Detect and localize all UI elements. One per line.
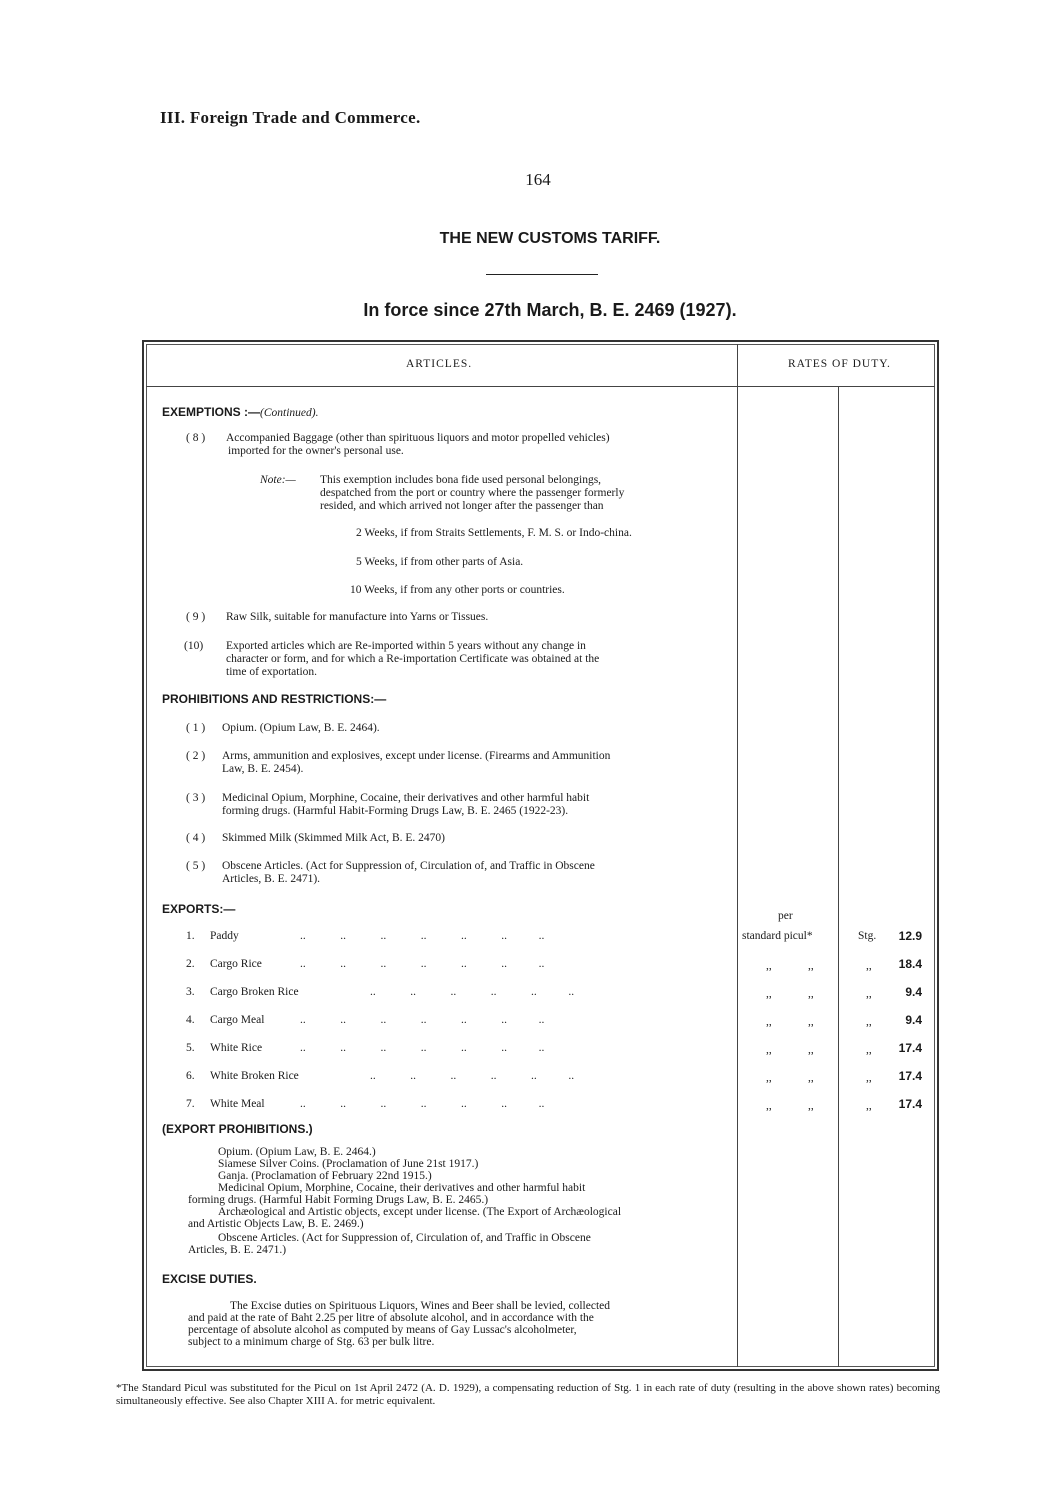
export-prohibition-line: Archæological and Artistic objects, except under license. (The Export of Archæological — [218, 1206, 622, 1218]
note-period: 5 Weeks, if from other parts of Asia. — [356, 556, 524, 568]
export-row-rate: 9.4 — [905, 985, 922, 999]
header-rule — [146, 386, 935, 387]
ditto-mark: ,, — [808, 1072, 814, 1084]
item-text: Exported articles which are Re-imported within 5 years without any change in — [226, 640, 586, 652]
ditto-mark: ,, — [766, 960, 772, 972]
ditto-mark: ,, — [808, 960, 814, 972]
export-row-name: White Meal — [210, 1098, 265, 1110]
rate-unit-header: per — [778, 910, 793, 922]
export-row-number: 3. — [186, 986, 195, 998]
item-text: Articles, B. E. 2471). — [222, 873, 321, 885]
column-divider-articles — [737, 344, 738, 1367]
ditto-mark: ,, — [766, 1100, 772, 1112]
item-text: time of exportation. — [226, 666, 318, 678]
export-row-number: 4. — [186, 1014, 195, 1026]
item-text: Accompanied Baggage (other than spirituous liquors and motor propelled vehicles) — [226, 432, 610, 444]
export-prohibition-line: Obscene Articles. (Act for Suppression of, Circulation of, and Traffic in Obscene — [218, 1232, 591, 1244]
export-row-name: Paddy — [210, 930, 239, 942]
item-text: forming drugs. (Harmful Habit-Forming Drugs Law, B. E. 2465 (1922-23). — [222, 805, 569, 817]
export-row-name: White Rice — [210, 1042, 263, 1054]
export-prohibition-line: Medicinal Opium, Morphine, Cocaine, their derivatives and other harmful habit — [218, 1182, 586, 1194]
export-prohibition-line: forming drugs. (Harmful Habit Forming Drugs Law, B. E. 2465.) — [188, 1194, 489, 1206]
footnote: *The Standard Picul was substituted for the Picul on 1st April 2472 (A. D. 1929), a compensating reduction of Stg. 1 in each rate of duty (resulting in the above shown rates) becoming simultaneously effective. See also Chapter XIII A. for metric equivalent. — [116, 1382, 940, 1407]
export-row-name: White Broken Rice — [210, 1070, 299, 1082]
ditto-mark: ,, — [808, 988, 814, 1000]
ditto-mark: ,, — [866, 1044, 872, 1056]
note-text: despatched from the port or country where the passenger formerly — [320, 487, 625, 499]
leader-dots: .. .. .. .. .. .. .. — [300, 1014, 545, 1026]
note-period: 10 Weeks, if from any other ports or countries. — [350, 584, 565, 596]
export-row-number: 1. — [186, 930, 195, 942]
excise-heading: EXCISE DUTIES. — [162, 1272, 257, 1286]
export-row-number: 5. — [186, 1042, 195, 1054]
title-rule — [486, 274, 598, 275]
exemptions-heading: EXEMPTIONS :—(Continued). — [162, 405, 319, 419]
ditto-mark: ,, — [808, 1100, 814, 1112]
export-row-number: 7. — [186, 1098, 195, 1110]
item-number: (10) — [184, 640, 204, 652]
column-divider-rates — [838, 386, 839, 1367]
export-row-rate: 17.4 — [898, 1069, 922, 1083]
item-text: Raw Silk, suitable for manufacture into Yarns or Tissues. — [226, 611, 489, 623]
excise-text: The Excise duties on Spirituous Liquors, Wines and Beer shall be levied, collected — [230, 1300, 611, 1312]
prohibitions-heading: PROHIBITIONS AND RESTRICTIONS:— — [162, 692, 387, 706]
item-number: ( 3 ) — [186, 792, 206, 804]
item-number: ( 2 ) — [186, 750, 206, 762]
note-text: This exemption includes bona fide used personal belongings, — [320, 474, 602, 486]
ditto-mark: ,, — [866, 960, 872, 972]
item-number: ( 8 ) — [186, 432, 206, 444]
leader-dots: .. .. .. .. .. .. .. — [300, 1098, 545, 1110]
excise-text: percentage of absolute alcohol as computed by means of Gay Lussac's alcoholmeter, — [188, 1324, 577, 1336]
item-number: ( 1 ) — [186, 722, 206, 734]
item-text: character or form, and for which a Re-importation Certificate was obtained at the — [226, 653, 600, 665]
export-row-name: Cargo Broken Rice — [210, 986, 299, 998]
excise-text: and paid at the rate of Baht 2.25 per litre of absolute alcohol, and in accordance with the — [188, 1312, 594, 1324]
leader-dots: .. .. .. .. .. .. — [370, 1070, 575, 1082]
item-text: Arms, ammunition and explosives, except under license. (Firearms and Ammunition — [222, 750, 611, 762]
export-prohibition-line: Articles, B. E. 2471.) — [188, 1244, 287, 1256]
exports-heading: EXPORTS:— — [162, 902, 236, 916]
ditto-mark: ,, — [866, 1016, 872, 1028]
export-row-rate: 12.9 — [898, 929, 922, 943]
section-heading: III. Foreign Trade and Commerce. — [160, 108, 421, 127]
export-row-rate: 17.4 — [898, 1097, 922, 1111]
item-text: Opium. (Opium Law, B. E. 2464). — [222, 722, 380, 734]
export-row-name: Cargo Rice — [210, 958, 262, 970]
leader-dots: .. .. .. .. .. .. .. — [300, 1042, 545, 1054]
ditto-mark: ,, — [766, 988, 772, 1000]
currency-label: Stg. — [858, 930, 877, 942]
ditto-mark: ,, — [866, 1100, 872, 1112]
item-text: imported for the owner's personal use. — [228, 445, 404, 457]
export-row-rate: 9.4 — [905, 1013, 922, 1027]
export-row-rate: 18.4 — [898, 957, 922, 971]
ditto-mark: ,, — [766, 1044, 772, 1056]
note-period: 2 Weeks, if from Straits Settlements, F. M. S. or Indo-china. — [356, 527, 632, 539]
item-text: Medicinal Opium, Morphine, Cocaine, their derivatives and other harmful habit — [222, 792, 590, 804]
item-number: ( 4 ) — [186, 832, 206, 844]
export-prohibition-line: Siamese Silver Coins. (Proclamation of June 21st 1917.) — [218, 1158, 479, 1170]
note-label: Note:— — [260, 474, 296, 486]
note-text: resided, and which arrived not longer after the passenger than — [320, 500, 604, 512]
item-number: ( 5 ) — [186, 860, 206, 872]
ditto-mark: ,, — [766, 1072, 772, 1084]
item-text: Law, B. E. 2454). — [222, 763, 304, 775]
column-header-articles: ARTICLES. — [406, 358, 473, 370]
rate-unit-header: standard picul* — [742, 930, 813, 942]
item-text: Skimmed Milk (Skimmed Milk Act, B. E. 2470) — [222, 832, 445, 844]
export-row-number: 6. — [186, 1070, 195, 1082]
ditto-mark: ,, — [766, 1016, 772, 1028]
item-text: Obscene Articles. (Act for Suppression of, Circulation of, and Traffic in Obscene — [222, 860, 595, 872]
leader-dots: .. .. .. .. .. .. .. — [300, 930, 545, 942]
export-prohibition-line: and Artistic Objects Law, B. E. 2469.) — [188, 1218, 364, 1230]
page-number: 164 — [525, 170, 551, 189]
item-number: ( 9 ) — [186, 611, 206, 623]
export-row-name: Cargo Meal — [210, 1014, 265, 1026]
column-header-rates: RATES OF DUTY. — [788, 358, 891, 370]
ditto-mark: ,, — [866, 1072, 872, 1084]
leader-dots: .. .. .. .. .. .. .. — [300, 958, 545, 970]
page-title: THE NEW CUSTOMS TARIFF. — [439, 230, 661, 247]
export-prohibition-line: Opium. (Opium Law, B. E. 2464.) — [218, 1146, 376, 1158]
ditto-mark: ,, — [808, 1016, 814, 1028]
ditto-mark: ,, — [808, 1044, 814, 1056]
export-row-rate: 17.4 — [898, 1041, 922, 1055]
export-prohibition-line: Ganja. (Proclamation of February 22nd 1915.) — [218, 1170, 432, 1182]
export-row-number: 2. — [186, 958, 195, 970]
page-subtitle: In force since 27th March, B. E. 2469 (1927). — [363, 300, 737, 320]
excise-text: subject to a minimum charge of Stg. 63 per bulk litre. — [188, 1336, 435, 1348]
leader-dots: .. .. .. .. .. .. — [370, 986, 575, 998]
export-prohibitions-heading: (EXPORT PROHIBITIONS.) — [162, 1122, 313, 1136]
ditto-mark: ,, — [866, 988, 872, 1000]
